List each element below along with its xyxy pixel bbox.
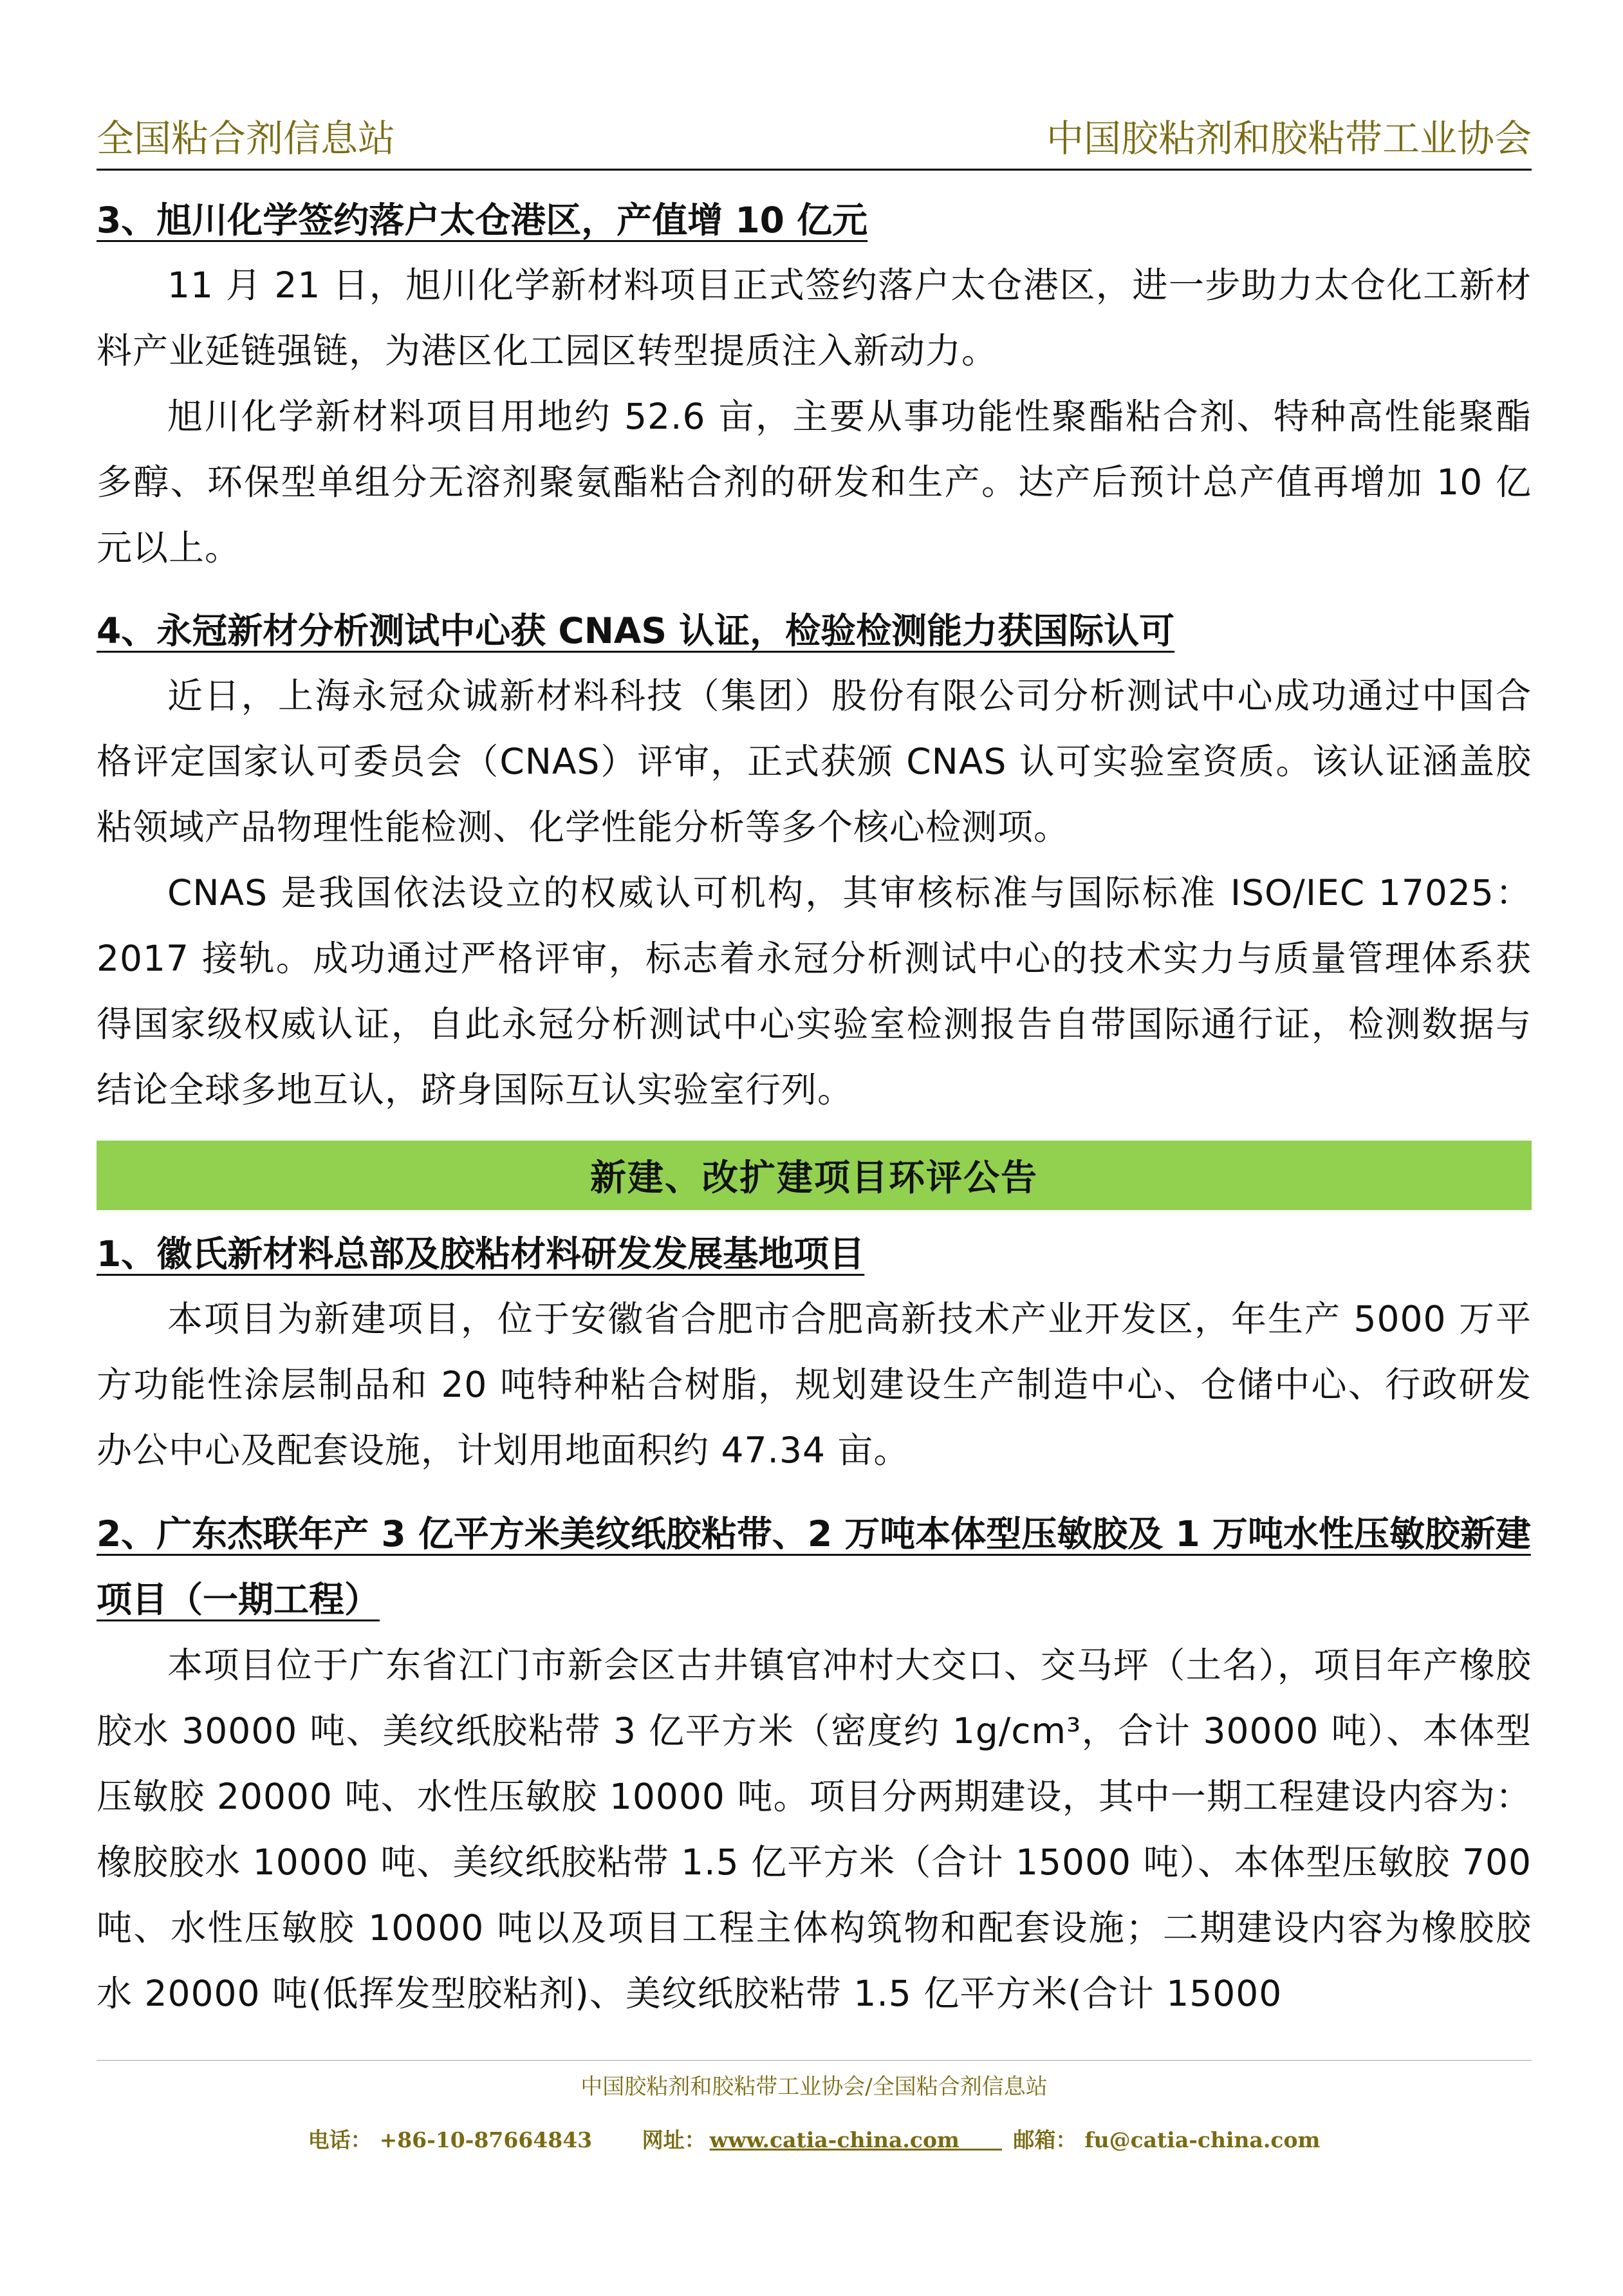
email-address[interactable]: fu@catia-china.com [1084, 2127, 1321, 2152]
header-site-name: 全国粘合剂信息站 [97, 117, 396, 160]
phone-number: +86-10-87664843 [379, 2127, 593, 2152]
page-header [97, 109, 1532, 171]
section-title-xuchuan: 3、旭川化学签约落户太仓港区，产值增 10 亿元 [97, 200, 868, 241]
footer-contact-line [97, 2123, 1532, 2154]
page-footer [97, 2060, 1532, 2154]
paragraph: 近日，上海永冠众诚新材料科技（集团）股份有限公司分析测试中心成功通过中国合格评定国家认可委员会（CNAS）评审，正式获颁 CNAS 认可实验室资质。该认证涵盖胶粘领域产品物理性能检测、化学性能分析等多个核心检测项。 [97, 675, 1532, 848]
paragraph: 本项目位于广东省江门市新会区古井镇官冲村大交口、交马坪（土名），项目年产橡胶胶水 30000 吨、美纹纸胶粘带 3 亿平方米（密度约 1g/cm³，合计 30000 吨）、本体型压敏胶 20000 吨、水性压敏胶 10000 吨。项目分两期建设，其中一期工程建设内容为：橡胶胶水 10000 吨、美纹纸胶粘带 1.5 亿平方米（合计 15000 吨）、本体型压敏胶 700 吨、水性压敏胶 10000 吨以及项目工程主体构筑物和配套设施；二期建设内容为橡胶胶水 20000 吨(低挥发型胶粘剂)、美纹纸胶粘带 1.5 亿平方米(合计 15000 [97, 1645, 1532, 2014]
footer-org-line: 中国胶粘剂和胶粘带工业协会/全国粘合剂信息站 [580, 2074, 1048, 2100]
header-association-name: 中国胶粘剂和胶粘带工业协会 [1046, 117, 1532, 160]
project-title-jielian: 2、广东杰联年产 3 亿平方米美纹纸胶粘带、2 万吨本体型压敏胶及 1 万吨水性压敏胶新建项目（一期工程） [97, 1513, 1531, 1620]
paragraph: 本项目为新建项目，位于安徽省合肥市合肥高新技术产业开发区，年生产 5000 万平方功能性涂层制品和 20 吨特种粘合树脂，规划建设生产制造中心、仓储中心、行政研发办公中心及配套设施，计划用地面积约 47.34 亩。 [97, 1298, 1532, 1471]
phone-label: 电话： [308, 2127, 372, 2152]
section-banner: 新建、改扩建项目环评公告 [97, 1141, 1532, 1210]
paragraph: CNAS 是我国依法设立的权威认可机构，其审核标准与国际标准 ISO/IEC 17025：2017 接轨。成功通过严格评审，标志着永冠分析测试中心的技术实力与质量管理体系获得国家级权威认证，自此永冠分析测试中心实验室检测报告自带国际通行证，检测数据与结论全球多地互认，跻身国际互认实验室行列。 [97, 872, 1532, 1110]
paragraph: 11 月 21 日，旭川化学新材料项目正式签约落户太仓港区，进一步助力太仓化工新材料产业延链强链，为港区化工园区转型提质注入新动力。 [97, 265, 1532, 371]
email-label: 邮箱： [1013, 2127, 1077, 2152]
project-title-huishi: 1、徽氏新材料总部及胶粘材料研发发展基地项目 [97, 1233, 865, 1274]
web-label: 网址： [642, 2127, 706, 2152]
section-title-yongguan: 4、永冠新材分析测试中心获 CNAS 认证，检验检测能力获国际认可 [97, 610, 1175, 651]
website-link[interactable]: www.catia-china.com [709, 2127, 960, 2152]
article-body [97, 188, 1532, 2026]
paragraph: 旭川化学新材料项目用地约 52.6 亩，主要从事功能性聚酯粘合剂、特种高性能聚酯多醇、环保型单组分无溶剂聚氨酯粘合剂的研发和生产。达产后预计总产值再增加 10 亿元以上。 [97, 396, 1532, 568]
